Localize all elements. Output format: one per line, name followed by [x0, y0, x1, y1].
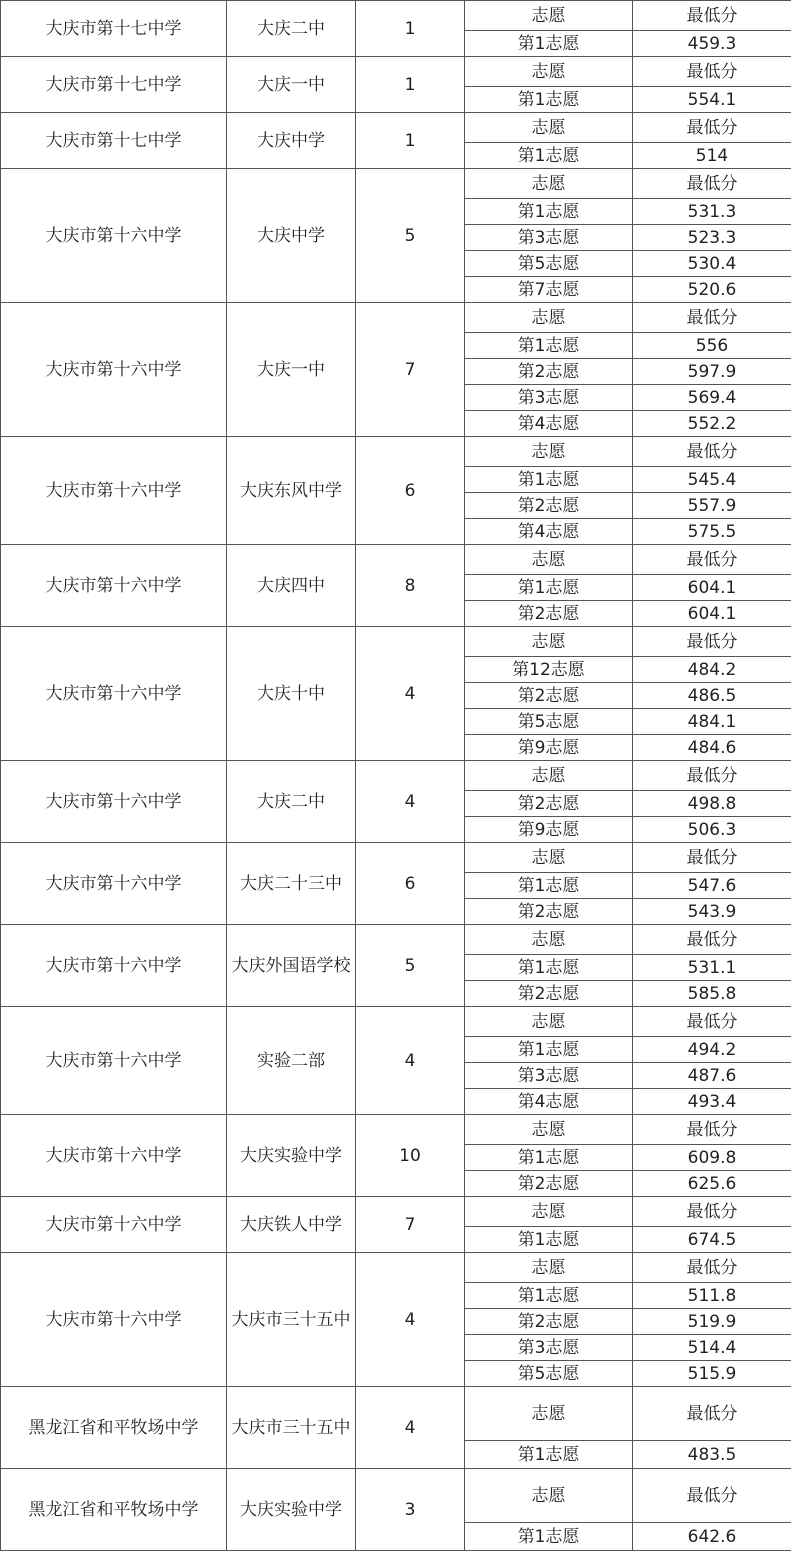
choice-cell: 第7志愿 [465, 277, 633, 303]
min-score-cell: 585.8 [633, 981, 791, 1007]
school-cell: 大庆市第十六中学 [1, 925, 227, 1007]
choice-cell: 第4志愿 [465, 519, 633, 545]
table-body [1, 1, 791, 1551]
choice-cell: 第1志愿 [465, 87, 633, 113]
target-school-cell: 大庆中学 [227, 169, 356, 303]
school-cell: 大庆市第十六中学 [1, 545, 227, 627]
target-school-cell: 大庆二中 [227, 1, 356, 57]
choice-header-cell: 志愿 [465, 113, 633, 143]
target-school-cell: 大庆二中 [227, 761, 356, 843]
min-score-cell: 487.6 [633, 1063, 791, 1089]
target-school-cell: 大庆东风中学 [227, 437, 356, 545]
quota-cell: 5 [356, 169, 465, 303]
target-school-cell: 大庆一中 [227, 303, 356, 437]
quota-cell: 7 [356, 303, 465, 437]
target-school-cell: 大庆四中 [227, 545, 356, 627]
choice-header-cell: 志愿 [465, 1469, 633, 1523]
table-row [1, 437, 791, 467]
min-score-cell: 506.3 [633, 817, 791, 843]
min-score-cell: 575.5 [633, 519, 791, 545]
target-school-cell: 大庆外国语学校 [227, 925, 356, 1007]
table-row [1, 113, 791, 143]
min-score-header-cell: 最低分 [633, 761, 791, 791]
choice-header-cell: 志愿 [465, 761, 633, 791]
min-score-header-cell: 最低分 [633, 843, 791, 873]
choice-cell: 第2志愿 [465, 493, 633, 519]
choice-header-cell: 志愿 [465, 545, 633, 575]
choice-cell: 第1志愿 [465, 199, 633, 225]
min-score-cell: 484.6 [633, 735, 791, 761]
min-score-cell: 552.2 [633, 411, 791, 437]
min-score-cell: 486.5 [633, 683, 791, 709]
quota-cell: 4 [356, 1253, 465, 1387]
min-score-cell: 498.8 [633, 791, 791, 817]
choice-cell: 第9志愿 [465, 817, 633, 843]
min-score-cell: 530.4 [633, 251, 791, 277]
table-row [1, 1469, 791, 1523]
min-score-cell: 514.4 [633, 1335, 791, 1361]
choice-cell: 第2志愿 [465, 1309, 633, 1335]
table-row [1, 843, 791, 873]
quota-cell: 3 [356, 1469, 465, 1551]
choice-cell: 第1志愿 [465, 31, 633, 57]
target-school-cell: 大庆中学 [227, 113, 356, 169]
min-score-cell: 494.2 [633, 1037, 791, 1063]
choice-header-cell: 志愿 [465, 1007, 633, 1037]
school-cell: 大庆市第十六中学 [1, 843, 227, 925]
choice-cell: 第3志愿 [465, 1335, 633, 1361]
school-cell: 大庆市第十七中学 [1, 113, 227, 169]
choice-header-cell: 志愿 [465, 1387, 633, 1441]
table-row [1, 545, 791, 575]
min-score-header-cell: 最低分 [633, 1253, 791, 1283]
choice-cell: 第1志愿 [465, 1523, 633, 1551]
min-score-cell: 520.6 [633, 277, 791, 303]
choice-header-cell: 志愿 [465, 1115, 633, 1145]
min-score-cell: 547.6 [633, 873, 791, 899]
school-cell: 大庆市第十六中学 [1, 761, 227, 843]
table-row [1, 169, 791, 199]
choice-cell: 第2志愿 [465, 791, 633, 817]
choice-cell: 第1志愿 [465, 333, 633, 359]
table-row [1, 1197, 791, 1227]
choice-cell: 第1志愿 [465, 1227, 633, 1253]
quota-cell: 6 [356, 843, 465, 925]
min-score-cell: 556 [633, 333, 791, 359]
quota-cell: 1 [356, 113, 465, 169]
min-score-cell: 515.9 [633, 1361, 791, 1387]
min-score-cell: 519.9 [633, 1309, 791, 1335]
min-score-cell: 531.3 [633, 199, 791, 225]
table-row [1, 627, 791, 657]
choice-cell: 第12志愿 [465, 657, 633, 683]
choice-cell: 第1志愿 [465, 1145, 633, 1171]
quota-cell: 6 [356, 437, 465, 545]
choice-header-cell: 志愿 [465, 925, 633, 955]
choice-cell: 第2志愿 [465, 359, 633, 385]
school-cell: 黑龙江省和平牧场中学 [1, 1387, 227, 1469]
min-score-cell: 484.1 [633, 709, 791, 735]
choice-cell: 第5志愿 [465, 251, 633, 277]
target-school-cell: 大庆二十三中 [227, 843, 356, 925]
target-school-cell: 大庆实验中学 [227, 1115, 356, 1197]
min-score-cell: 597.9 [633, 359, 791, 385]
choice-cell: 第3志愿 [465, 385, 633, 411]
target-school-cell: 大庆市三十五中 [227, 1387, 356, 1469]
min-score-cell: 493.4 [633, 1089, 791, 1115]
table-row [1, 925, 791, 955]
table-row [1, 57, 791, 87]
target-school-cell: 大庆市三十五中 [227, 1253, 356, 1387]
choice-cell: 第5志愿 [465, 709, 633, 735]
choice-cell: 第9志愿 [465, 735, 633, 761]
min-score-header-cell: 最低分 [633, 1, 791, 31]
school-cell: 大庆市第十六中学 [1, 169, 227, 303]
min-score-cell: 545.4 [633, 467, 791, 493]
table-row [1, 303, 791, 333]
target-school-cell: 实验二部 [227, 1007, 356, 1115]
target-school-cell: 大庆铁人中学 [227, 1197, 356, 1253]
min-score-cell: 604.1 [633, 575, 791, 601]
school-cell: 大庆市第十七中学 [1, 1, 227, 57]
min-score-cell: 554.1 [633, 87, 791, 113]
table-row [1, 1007, 791, 1037]
choice-cell: 第2志愿 [465, 683, 633, 709]
min-score-header-cell: 最低分 [633, 545, 791, 575]
min-score-header-cell: 最低分 [633, 925, 791, 955]
school-cell: 大庆市第十六中学 [1, 303, 227, 437]
choice-header-cell: 志愿 [465, 57, 633, 87]
quota-cell: 4 [356, 1007, 465, 1115]
target-school-cell: 大庆十中 [227, 627, 356, 761]
table-row [1, 1253, 791, 1283]
school-cell: 黑龙江省和平牧场中学 [1, 1469, 227, 1551]
choice-header-cell: 志愿 [465, 169, 633, 199]
min-score-header-cell: 最低分 [633, 627, 791, 657]
min-score-cell: 674.5 [633, 1227, 791, 1253]
choice-cell: 第4志愿 [465, 411, 633, 437]
min-score-cell: 484.2 [633, 657, 791, 683]
choice-cell: 第1志愿 [465, 1037, 633, 1063]
choice-cell: 第3志愿 [465, 225, 633, 251]
choice-header-cell: 志愿 [465, 1253, 633, 1283]
min-score-cell: 459.3 [633, 31, 791, 57]
choice-cell: 第2志愿 [465, 899, 633, 925]
choice-header-cell: 志愿 [465, 843, 633, 873]
min-score-cell: 609.8 [633, 1145, 791, 1171]
choice-cell: 第1志愿 [465, 1441, 633, 1469]
min-score-cell: 511.8 [633, 1283, 791, 1309]
school-cell: 大庆市第十六中学 [1, 1197, 227, 1253]
choice-cell: 第1志愿 [465, 143, 633, 169]
min-score-cell: 557.9 [633, 493, 791, 519]
choice-cell: 第2志愿 [465, 1171, 633, 1197]
school-cell: 大庆市第十六中学 [1, 1007, 227, 1115]
choice-header-cell: 志愿 [465, 627, 633, 657]
choice-cell: 第2志愿 [465, 601, 633, 627]
school-cell: 大庆市第十七中学 [1, 57, 227, 113]
choice-header-cell: 志愿 [465, 437, 633, 467]
choice-cell: 第1志愿 [465, 955, 633, 981]
min-score-cell: 604.1 [633, 601, 791, 627]
min-score-cell: 531.1 [633, 955, 791, 981]
min-score-header-cell: 最低分 [633, 1387, 791, 1441]
min-score-header-cell: 最低分 [633, 113, 791, 143]
min-score-cell: 569.4 [633, 385, 791, 411]
choice-cell: 第2志愿 [465, 981, 633, 1007]
table-row [1, 1115, 791, 1145]
school-cell: 大庆市第十六中学 [1, 437, 227, 545]
target-school-cell: 大庆实验中学 [227, 1469, 356, 1551]
choice-cell: 第3志愿 [465, 1063, 633, 1089]
min-score-header-cell: 最低分 [633, 437, 791, 467]
min-score-header-cell: 最低分 [633, 1197, 791, 1227]
min-score-header-cell: 最低分 [633, 1115, 791, 1145]
min-score-cell: 543.9 [633, 899, 791, 925]
quota-cell: 4 [356, 627, 465, 761]
quota-cell: 10 [356, 1115, 465, 1197]
choice-cell: 第4志愿 [465, 1089, 633, 1115]
quota-cell: 1 [356, 57, 465, 113]
table-row [1, 1387, 791, 1441]
quota-cell: 5 [356, 925, 465, 1007]
choice-header-cell: 志愿 [465, 303, 633, 333]
choice-cell: 第1志愿 [465, 873, 633, 899]
quota-cell: 8 [356, 545, 465, 627]
quota-cell: 1 [356, 1, 465, 57]
choice-header-cell: 志愿 [465, 1, 633, 31]
min-score-cell: 625.6 [633, 1171, 791, 1197]
choice-header-cell: 志愿 [465, 1197, 633, 1227]
school-cell: 大庆市第十六中学 [1, 1115, 227, 1197]
choice-cell: 第5志愿 [465, 1361, 633, 1387]
table-row [1, 761, 791, 791]
choice-cell: 第1志愿 [465, 575, 633, 601]
min-score-header-cell: 最低分 [633, 57, 791, 87]
quota-cell: 7 [356, 1197, 465, 1253]
min-score-cell: 642.6 [633, 1523, 791, 1551]
target-school-cell: 大庆一中 [227, 57, 356, 113]
table-row [1, 1, 791, 31]
school-cell: 大庆市第十六中学 [1, 1253, 227, 1387]
min-score-header-cell: 最低分 [633, 1469, 791, 1523]
quota-cell: 4 [356, 761, 465, 843]
min-score-header-cell: 最低分 [633, 303, 791, 333]
min-score-header-cell: 最低分 [633, 169, 791, 199]
quota-cell: 4 [356, 1387, 465, 1469]
min-score-cell: 514 [633, 143, 791, 169]
min-score-header-cell: 最低分 [633, 1007, 791, 1037]
choice-cell: 第1志愿 [465, 467, 633, 493]
choice-cell: 第1志愿 [465, 1283, 633, 1309]
min-score-cell: 523.3 [633, 225, 791, 251]
min-score-cell: 483.5 [633, 1441, 791, 1469]
school-cell: 大庆市第十六中学 [1, 627, 227, 761]
